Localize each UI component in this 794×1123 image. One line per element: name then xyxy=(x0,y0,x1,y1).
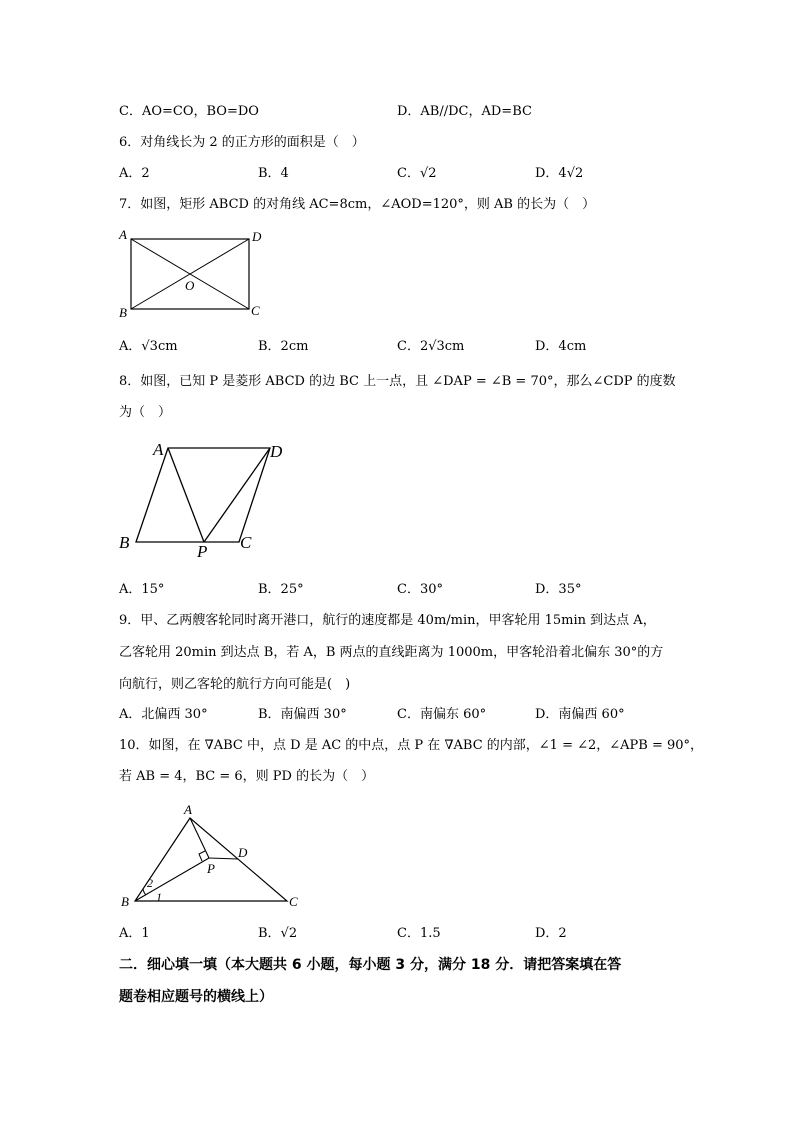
q7-label-d: D xyxy=(252,229,262,244)
q7-stem: 7．如图，矩形 ABCD 的对角线 AC=8cm，∠AOD=120°，则 AB 的长为（ ） xyxy=(119,197,596,212)
q8-rhombus xyxy=(136,448,270,542)
q8-segment-dp xyxy=(204,448,270,542)
q10-line1: 10．如图，在 ∇ABC 中，点 D 是 AC 的中点，点 P 在 ∇ABC 的内部，∠1 = ∠2，∠APB = 90°， xyxy=(119,738,704,753)
q10-triangle-figure xyxy=(115,800,310,912)
q7-label-o: O xyxy=(185,278,195,293)
q8-option-c: C．30° xyxy=(397,582,443,597)
q10-option-c: C．1.5 xyxy=(397,926,441,941)
q8-label-b: B xyxy=(119,533,130,552)
q10-label-b: B xyxy=(121,894,129,909)
q5-option-c: C．AO=CO，BO=DO xyxy=(119,104,259,119)
q10-option-a: A．1 xyxy=(119,926,150,941)
q7-option-d: D．4cm xyxy=(535,339,587,354)
q10-label-angle1: 1 xyxy=(156,890,162,904)
q6-option-a: A．2 xyxy=(119,166,150,181)
q9-option-a: A．北偏西 30° xyxy=(119,707,208,722)
q8-option-d: D．35° xyxy=(535,582,582,597)
q10-label-c: C xyxy=(289,894,298,909)
q6-option-c: C．√2 xyxy=(397,166,437,181)
q8-label-c: C xyxy=(240,533,252,552)
q10-option-d: D．2 xyxy=(535,926,567,941)
q9-option-d: D．南偏西 60° xyxy=(535,707,625,722)
q10-label-d: D xyxy=(238,845,248,860)
q9-line1: 9．甲、乙两艘客轮同时离开港口，航行的速度都是 40m/min，甲客轮用 15min 到达点 A， xyxy=(119,613,656,628)
q7-label-c: C xyxy=(251,303,260,318)
q10-label-a: A xyxy=(184,802,192,817)
q10-angle-arc xyxy=(143,889,146,895)
q10-label-angle2: 2 xyxy=(147,876,153,890)
q7-label-b: B xyxy=(119,305,127,320)
q8-segment-ap xyxy=(168,448,204,542)
section2-heading-line2: 题卷相应题号的横线上） xyxy=(119,989,273,1005)
section2-heading-line1: 二．细心填一填（本大题共 6 小题，每小题 3 分，满分 18 分．请把答案填在答 xyxy=(119,957,622,973)
q8-label-a: A xyxy=(153,440,164,459)
q6-option-b: B．4 xyxy=(258,166,289,181)
q8-option-a: A．15° xyxy=(119,582,165,597)
q9-line3: 向航行，则乙客轮的航行方向可能是( ) xyxy=(119,677,351,692)
q10-line2: 若 AB = 4，BC = 6，则 PD 的长为（ ） xyxy=(119,769,375,784)
q8-option-b: B．25° xyxy=(258,582,304,597)
q7-option-b: B．2cm xyxy=(258,339,309,354)
q10-segment-pd xyxy=(209,858,238,859)
q9-option-b: B．南偏西 30° xyxy=(258,707,347,722)
q8-stem-line2: 为（ ） xyxy=(119,405,172,420)
q6-stem: 6．对角线长为 2 的正方形的面积是（ ） xyxy=(119,135,365,150)
q8-label-p: P xyxy=(197,542,208,561)
q7-option-c: C．2√3cm xyxy=(397,339,465,354)
q10-option-b: B．√2 xyxy=(258,926,298,941)
q8-rhombus-figure xyxy=(115,438,295,563)
q7-option-a: A．√3cm xyxy=(119,339,178,354)
q7-rectangle-figure xyxy=(115,225,270,325)
q6-option-d: D．4√2 xyxy=(535,166,584,181)
q8-stem-line1: 8．如图，已知 P 是菱形 ABCD 的边 BC 上一点，且 ∠DAP = ∠B = 70°，那么∠CDP 的度数 xyxy=(119,374,676,389)
q9-line2: 乙客轮用 20min 到达点 B，若 A，B 两点的直线距离为 1000m，甲客轮沿着北偏东 30°的方 xyxy=(119,645,664,660)
q10-segment-ap xyxy=(190,818,209,858)
q7-label-a: A xyxy=(119,227,127,242)
q10-right-angle-mark xyxy=(199,851,205,861)
q10-triangle-abc xyxy=(135,818,287,901)
q8-label-d: D xyxy=(270,442,283,461)
q9-option-c: C．南偏东 60° xyxy=(397,707,487,722)
q5-option-d: D．AB//DC，AD=BC xyxy=(397,104,532,119)
q10-label-p: P xyxy=(207,861,215,876)
